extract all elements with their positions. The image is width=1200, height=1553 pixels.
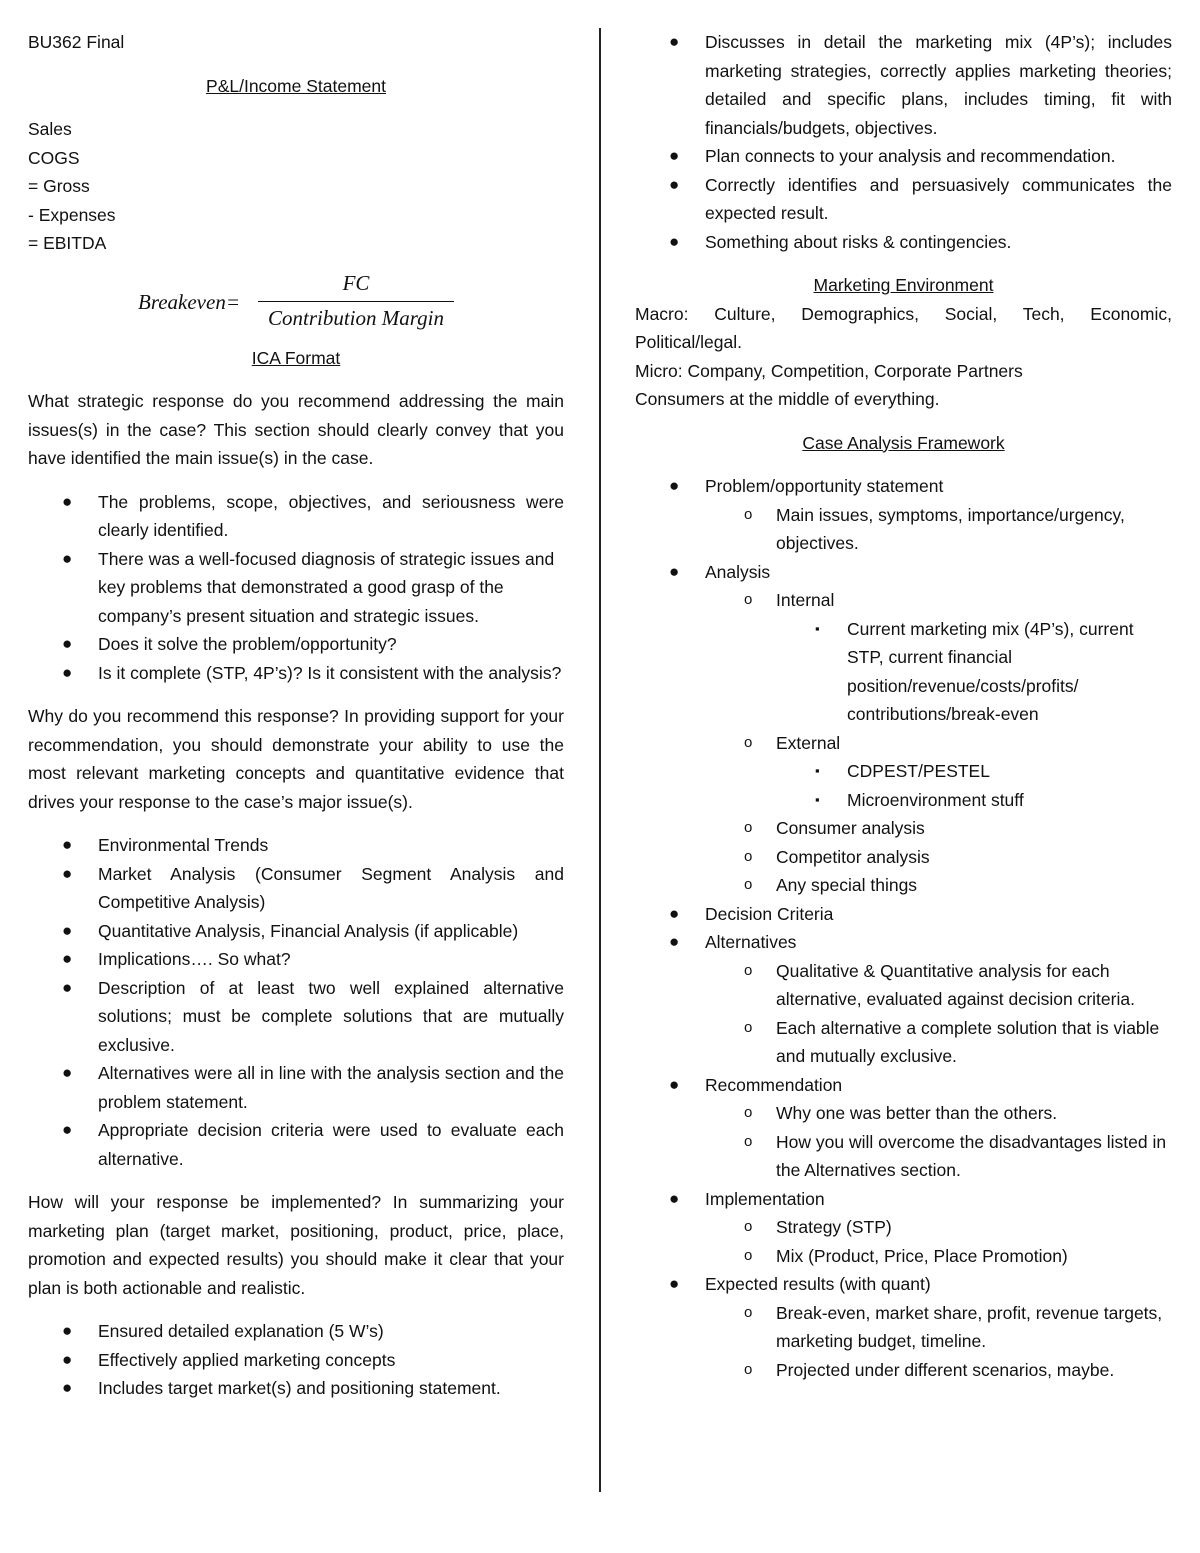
ica-heading: ICA Format [251, 347, 341, 368]
list-item: ● Effectively applied marketing concepts [28, 1346, 564, 1375]
formula-numerator: FC [342, 270, 370, 295]
question-3-bullets [28, 1317, 564, 1403]
list-item: ● Implementation [635, 1185, 1172, 1214]
pl-line-sales: Sales [28, 119, 72, 139]
question-2: Why do you recommend this response? In providing support for your recommendation, you should demonstrate your ability to use the most relevant marketing concepts and quantitative evidence that drives your response to the case’s major issue(s). [28, 706, 564, 812]
list-item: ● Is it complete (STP, 4P’s)? Is it consistent with the analysis? [28, 659, 564, 688]
env-micro: Micro: Company, Competition, Corporate Partners [635, 360, 1023, 381]
list-item: o Mix (Product, Price, Place Promotion) [635, 1242, 1172, 1271]
case-analysis-framework-list [635, 472, 1172, 1384]
question-3: How will your response be implemented? In summarizing your marketing plan (target market, positioning, product, price, place, promotion and expected results) you should make it clear that your plan is both actionable and realistic. [28, 1192, 564, 1298]
circle-bullet-icon: o [744, 1104, 753, 1121]
list-item: ● Analysis [635, 558, 1172, 587]
bullet-icon: ● [669, 932, 680, 951]
case-analysis-framework-heading: Case Analysis Framework [802, 432, 1005, 453]
list-item: ● Problem/opportunity statement [635, 472, 1172, 501]
list-item: o Projected under different scenarios, maybe. [635, 1356, 1172, 1385]
circle-bullet-icon: o [744, 505, 753, 523]
circle-bullet-icon: o [744, 1303, 753, 1321]
formula-lhs: Breakeven= [138, 289, 240, 314]
bullet-icon: ● [62, 1321, 73, 1340]
list-item: ● The problems, scope, objectives, and seriousness were clearly identified. [28, 488, 564, 545]
list-item: ● There was a well-focused diagnosis of strategic issues and key problems that demonstrated a good grasp of the company’s present situation and strategic issues. [28, 545, 564, 631]
bullet-icon: ● [669, 561, 680, 581]
list-item: o External [635, 729, 1172, 758]
list-item: ▪ CDPEST/PESTEL [635, 757, 1172, 786]
list-item: o How you will overcome the disadvantages listed in the Alternatives section. [635, 1128, 1172, 1185]
list-item: o Qualitative & Quantitative analysis for each alternative, evaluated against decision criteria. [635, 957, 1172, 1014]
bullet-icon: ● [62, 920, 73, 940]
pl-heading: P&L/Income Statement [206, 75, 386, 96]
list-item: ● Decision Criteria [635, 900, 1172, 929]
circle-bullet-icon: o [744, 847, 753, 865]
formula-fraction-bar [258, 301, 454, 303]
list-item: ● Discusses in detail the marketing mix (4P’s); includes marketing strategies, correctly applies marketing theories; detailed and specific plans, includes timing, fit with financials/budgets, objectives. [635, 28, 1172, 142]
list-item: ▪ Current marketing mix (4P’s), current STP, current financial position/revenue/costs/profits/ contributions/break-even [635, 615, 1172, 729]
list-item: ● Environmental Trends [28, 831, 564, 860]
bullet-icon: ● [669, 903, 680, 923]
list-item: ● Expected results (with quant) [635, 1270, 1172, 1299]
list-item: o Competitor analysis [635, 843, 1172, 872]
list-item: ● Correctly identifies and persuasively communicates the expected result. [635, 171, 1172, 228]
implementation-bullets-continued [635, 28, 1172, 256]
list-item: ● Plan connects to your analysis and recommendation. [635, 142, 1172, 171]
bullet-icon: ● [62, 1349, 73, 1369]
square-bullet-icon: ▪ [815, 620, 820, 636]
circle-bullet-icon: o [744, 819, 753, 836]
pl-line-expenses: - Expenses [28, 204, 116, 225]
env-consumers: Consumers at the middle of everything. [635, 389, 940, 409]
list-item: ● Quantitative Analysis, Financial Analysis (if applicable) [28, 917, 564, 946]
env-macro: Macro: Culture, Demographics, Social, Tech, Economic, Political/legal. [635, 303, 1172, 352]
bullet-icon: ● [669, 32, 680, 51]
circle-bullet-icon: o [744, 591, 753, 608]
bullet-icon: ● [62, 662, 73, 682]
bullet-icon: ● [62, 1378, 73, 1397]
list-item: ● Includes target market(s) and positioning statement. [28, 1374, 564, 1403]
bullet-icon: ● [62, 491, 73, 511]
bullet-icon: ● [669, 1274, 680, 1293]
bullet-icon: ● [62, 835, 73, 854]
left-column [28, 28, 564, 1403]
bullet-icon: ● [669, 231, 680, 251]
list-item: ● Appropriate decision criteria were used to evaluate each alternative. [28, 1116, 564, 1173]
list-item: ● Ensured detailed explanation (5 W’s) [28, 1317, 564, 1346]
bullet-icon: ● [669, 476, 680, 495]
pl-line-gross: = Gross [28, 176, 90, 196]
circle-bullet-icon: o [744, 876, 753, 893]
bullet-icon: ● [669, 146, 680, 165]
list-item: o Internal [635, 586, 1172, 615]
document-title: BU362 Final [28, 32, 125, 52]
bullet-icon: ● [62, 863, 73, 883]
list-item: ● Description of at least two well explained alternative solutions; must be complete solutions that are mutually exclusive. [28, 974, 564, 1060]
bullet-icon: ● [669, 1074, 680, 1094]
list-item: o Strategy (STP) [635, 1213, 1172, 1242]
pl-line-ebitda: = EBITDA [28, 233, 107, 253]
bullet-icon: ● [62, 1063, 73, 1082]
bullet-icon: ● [62, 548, 73, 568]
marketing-environment-heading: Marketing Environment [813, 275, 994, 295]
list-item: o Consumer analysis [635, 814, 1172, 843]
list-item: ▪ Microenvironment stuff [635, 786, 1172, 815]
bullet-icon: ● [62, 949, 73, 968]
list-item: ● Does it solve the problem/opportunity? [28, 630, 564, 659]
square-bullet-icon: ▪ [815, 763, 820, 778]
circle-bullet-icon: o [744, 1360, 753, 1378]
bullet-icon: ● [62, 977, 73, 997]
list-item: o Break-even, market share, profit, revenue targets, marketing budget, timeline. [635, 1299, 1172, 1356]
list-item: ● Market Analysis (Consumer Segment Analysis and Competitive Analysis) [28, 860, 564, 917]
bullet-icon: ● [62, 1120, 73, 1139]
question-2-bullets [28, 831, 564, 1173]
list-item: o Any special things [635, 871, 1172, 900]
list-item: o Each alternative a complete solution that is viable and mutually exclusive. [635, 1014, 1172, 1071]
circle-bullet-icon: o [744, 1246, 753, 1264]
circle-bullet-icon: o [744, 1018, 753, 1036]
bullet-icon: ● [62, 634, 73, 653]
circle-bullet-icon: o [744, 1132, 753, 1150]
pl-lines [28, 115, 564, 258]
list-item: ● Alternatives were all in line with the analysis section and the problem statement. [28, 1059, 564, 1116]
bullet-icon: ● [669, 174, 680, 194]
list-item: ● Something about risks & contingencies. [635, 228, 1172, 257]
list-item: o Why one was better than the others. [635, 1099, 1172, 1128]
list-item: ● Recommendation [635, 1071, 1172, 1100]
question-1-bullets [28, 488, 564, 688]
list-item: ● Implications…. So what? [28, 945, 564, 974]
list-item: ● Alternatives [635, 928, 1172, 957]
circle-bullet-icon: o [744, 961, 753, 979]
list-item: o Main issues, symptoms, importance/urgency, objectives. [635, 501, 1172, 558]
column-divider [599, 28, 601, 1492]
right-column [635, 28, 1172, 1384]
circle-bullet-icon: o [744, 733, 753, 751]
square-bullet-icon: ▪ [815, 791, 820, 807]
bullet-icon: ● [669, 1188, 680, 1208]
question-1: What strategic response do you recommend addressing the main issues(s) in the case? This section should clearly convey that you have identified the main issue(s) in the case. [28, 391, 564, 468]
pl-line-cogs: COGS [28, 147, 80, 168]
circle-bullet-icon: o [744, 1218, 753, 1235]
breakeven-formula [28, 272, 564, 334]
formula-denominator: Contribution Margin [268, 305, 444, 330]
